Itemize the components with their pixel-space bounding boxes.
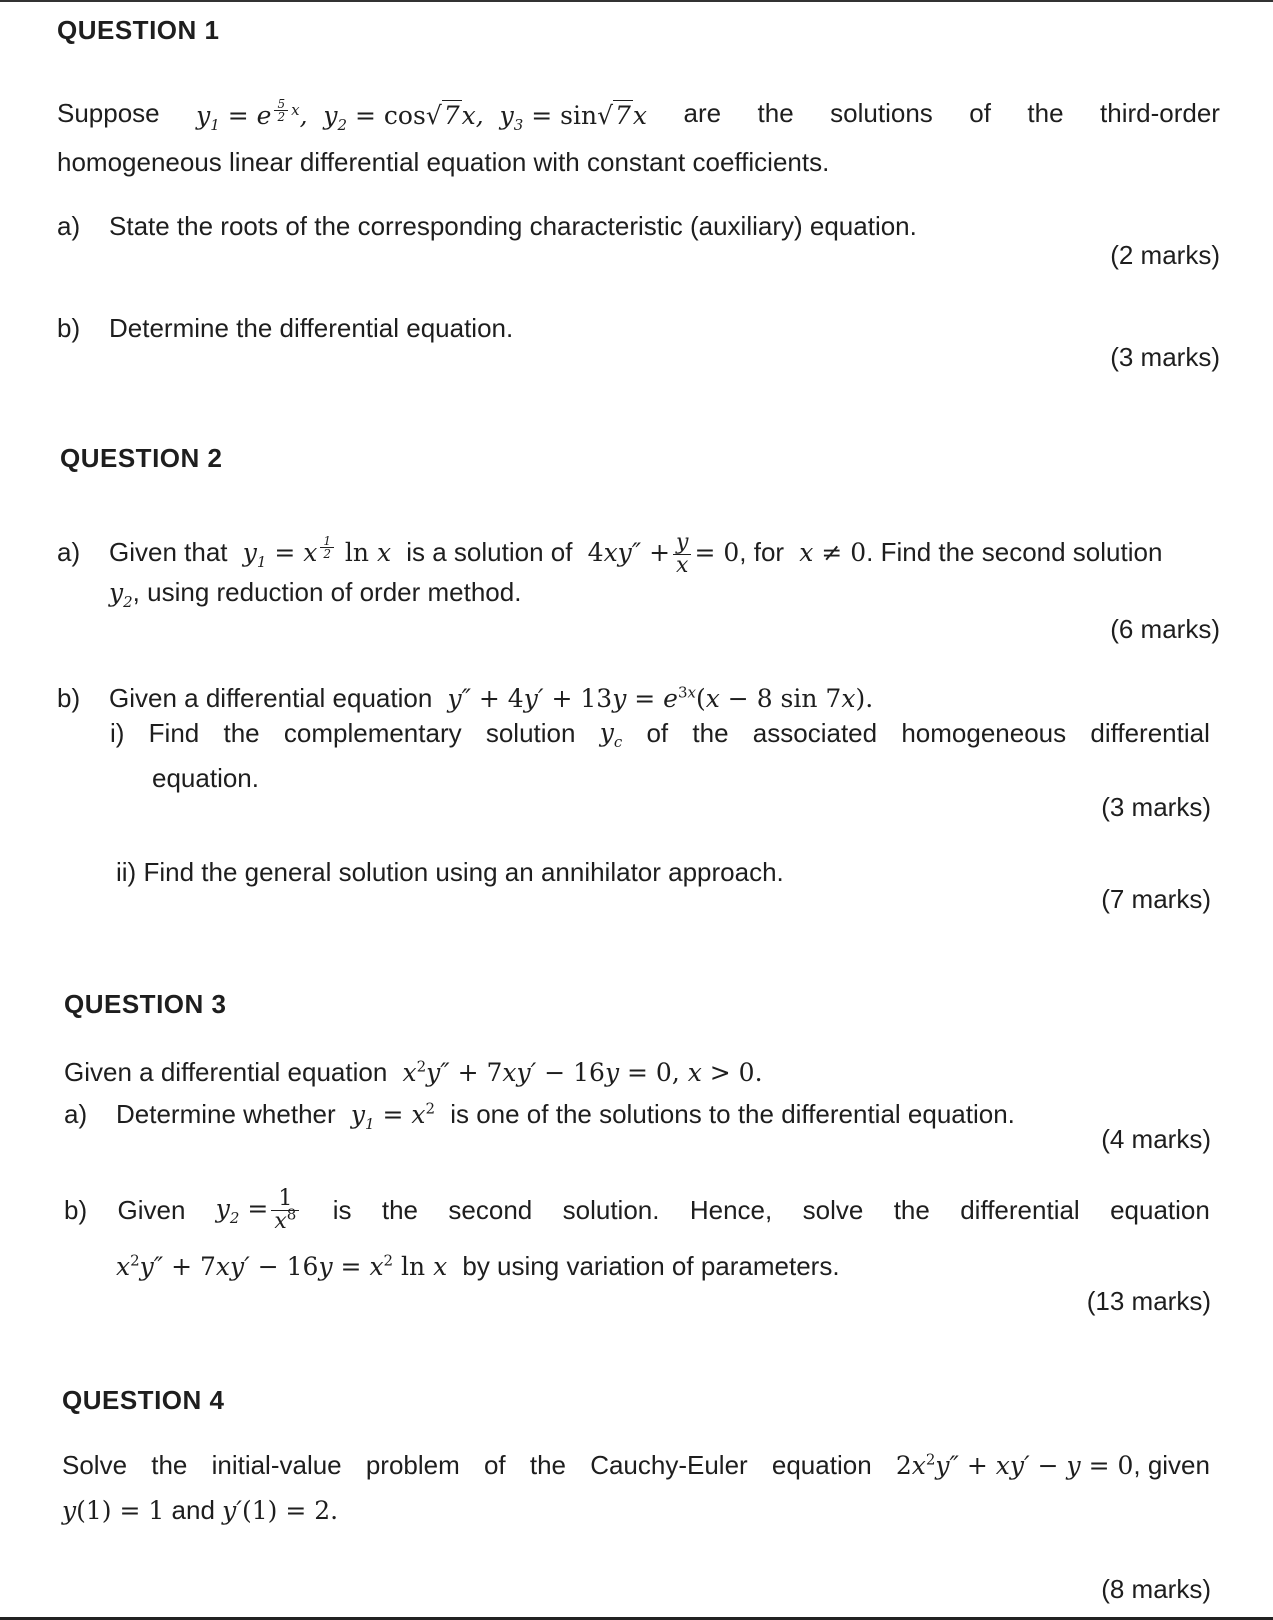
q2-bii-marks: (7 marks) — [1101, 884, 1211, 914]
q2-bi-tail-1: the — [692, 718, 729, 748]
q4-word-3: problem — [365, 1450, 460, 1480]
q4-ic-2: y′(1) = 2. — [222, 1496, 339, 1525]
q1-part-b — [57, 312, 513, 344]
q1-intro-tail-3: of — [969, 98, 991, 128]
q1-intro-tail-5: third-order — [1100, 98, 1220, 128]
q2-bii-line — [116, 856, 784, 888]
q2-bi-tail-0: of — [646, 718, 669, 748]
q3-b-word-0: is — [332, 1195, 352, 1225]
q4-word-6: Cauchy-Euler — [590, 1450, 748, 1480]
q4-line-1 — [62, 1450, 1210, 1481]
q2-part-a — [57, 532, 1162, 577]
q4-and: and — [171, 1495, 215, 1525]
q4-marks: (8 marks) — [1101, 1574, 1211, 1604]
q4-ode — [896, 1450, 1210, 1481]
q3-b-word-3: solution. — [562, 1195, 660, 1225]
q1-b-text: Determine the differential equation. — [109, 313, 514, 343]
q3-a-text2: is one of the solutions to the differential equation. — [450, 1099, 1015, 1129]
q2-a-line2-text: , using reduction of order method. — [132, 577, 522, 607]
q3-a-marks: (4 marks) — [1101, 1124, 1211, 1154]
q3-b-line2-text: by using variation of parameters. — [462, 1251, 840, 1281]
q4-word-7: equation — [771, 1450, 872, 1480]
q4-word-5: the — [529, 1450, 566, 1480]
q4-line-2 — [62, 1494, 338, 1527]
q2-bii-text: Find the general solution using an annihilator approach. — [143, 857, 784, 887]
q2-bi-line — [110, 718, 1210, 749]
q2-bi-tail-4: differential — [1090, 718, 1210, 748]
q1-a-text: State the roots of the corresponding characteristic (auxiliary) equation. — [109, 211, 917, 241]
q3-a-text1: Determine whether — [116, 1099, 336, 1129]
q4-word-0: Solve — [62, 1450, 128, 1480]
q2-a-y2: $y_2$ — [109, 578, 133, 611]
q1-a-marks: (2 marks) — [1110, 240, 1220, 270]
q2-bi-word-1: the — [223, 718, 260, 748]
q2-a-given: Given that — [109, 537, 228, 567]
q3-b-word-8: equation — [1110, 1195, 1210, 1225]
q2-bi-marks: (3 marks) — [1101, 792, 1211, 822]
q2-bii-label: ii) — [116, 857, 137, 887]
q2-part-b — [57, 682, 873, 715]
q2-a-find: . Find the second solution — [866, 537, 1163, 567]
q2-bi-label: i) — [110, 718, 125, 748]
q4-ode-formula: $2x^2y'' + xy' - y = 0$ — [895, 1450, 1134, 1480]
q3-part-a — [64, 1098, 1015, 1131]
question-4-heading: QUESTION 4 — [62, 1385, 225, 1415]
q2-b-text: Given a differential equation — [109, 683, 433, 713]
q3-b-word-1: the — [381, 1195, 419, 1225]
q1-intro-tail-0: are — [683, 98, 722, 128]
q3-b-word-4: Hence, — [689, 1195, 773, 1225]
q2-a-line-2 — [109, 576, 521, 609]
q3-b-label: b) — [64, 1195, 88, 1225]
q2-a-for: , for — [739, 537, 785, 567]
q2-b-ode-formula: $y'' + 4y' + 13y = e^{3x}(x - 8$ sin 7x). — [439, 683, 874, 713]
q1-intro-line-2: homogeneous linear differential equation with constant coefficients. — [57, 147, 830, 177]
q2-bi-tail-3: homogeneous — [901, 718, 1067, 748]
q3-b-ode-formula: $x^2y'' + 7xy' - 16y = x^2$ ln x — [116, 1251, 456, 1281]
q3-intro-text: Given a differential equation — [64, 1057, 388, 1087]
question-2-heading: QUESTION 2 — [60, 443, 223, 473]
q3-b-word-5: solve — [802, 1195, 864, 1225]
q3-b-word-2: second — [448, 1195, 533, 1225]
q3-b-marks: (13 marks) — [1086, 1286, 1211, 1316]
q2-bi-yc: $y_c$ — [599, 718, 623, 751]
q1-intro-tail-4: the — [1027, 98, 1064, 128]
q3-b-given: Given — [117, 1195, 186, 1225]
q2-bi-word-0: Find — [148, 718, 200, 748]
q4-word-1: the — [151, 1450, 188, 1480]
q1-b-marks: (3 marks) — [1110, 342, 1220, 372]
q4-word-4: of — [483, 1450, 506, 1480]
question-3-heading: QUESTION 3 — [64, 989, 227, 1019]
q1-part-a — [57, 210, 917, 242]
q3-b-line — [64, 1188, 1210, 1233]
q1-solutions-formula: $y_1 = e$ $^{\frac{5}{2} x}$, $y_2 = \cos√7x$, $y_3 = \sin√7x$ — [196, 97, 648, 134]
q2-a-ode-formula: 4xy″ + $\frac{y}{x}$ = 0 — [587, 530, 740, 578]
q2-bi-tail-2: associated — [752, 718, 878, 748]
q2-a-y1-formula: $y_1 = x$ $^{\frac{1}{2}}$ ln x — [234, 534, 400, 571]
q1-intro-tail-1: the — [757, 98, 794, 128]
q3-a-y1-formula: $y_1 = x^2$ — [342, 1099, 436, 1133]
q4-word-2: initial-value — [211, 1450, 342, 1480]
q3-b-y2-formula: $y_2$ = $\frac{1}{x^8}$ — [216, 1188, 303, 1233]
q1-intro-word: Suppose — [57, 98, 160, 128]
q4-ic-1: y(1) = 1 — [62, 1496, 165, 1525]
q2-a-label: a) — [57, 537, 81, 567]
q2-b-label: b) — [57, 683, 81, 713]
q3-b-word-7: differential — [960, 1195, 1080, 1225]
q1-b-label: b) — [57, 313, 81, 343]
q3-intro — [64, 1056, 763, 1089]
q2-bi-line-2: equation. — [152, 763, 259, 793]
q3-b-line-2 — [116, 1250, 840, 1283]
q3-a-label: a) — [64, 1099, 88, 1129]
q4-given: , given — [1133, 1450, 1210, 1480]
q1-intro-line — [57, 97, 1220, 134]
q2-bi-word-2: complementary — [283, 718, 462, 748]
q2-a-marks: (6 marks) — [1110, 614, 1220, 644]
q1-a-label: a) — [57, 211, 81, 241]
q2-a-condition: x ≠ 0 — [791, 538, 867, 567]
q2-a-sol: is a solution of — [406, 537, 573, 567]
question-1-heading: QUESTION 1 — [57, 15, 220, 45]
q3-b-word-6: the — [893, 1195, 930, 1225]
q2-bi-word-3: solution — [485, 718, 576, 748]
q3-ode-formula: $x^2y'' + 7xy' - 16y = 0$, x > 0. — [394, 1057, 763, 1087]
q1-intro-tail-2: solutions — [830, 98, 933, 128]
